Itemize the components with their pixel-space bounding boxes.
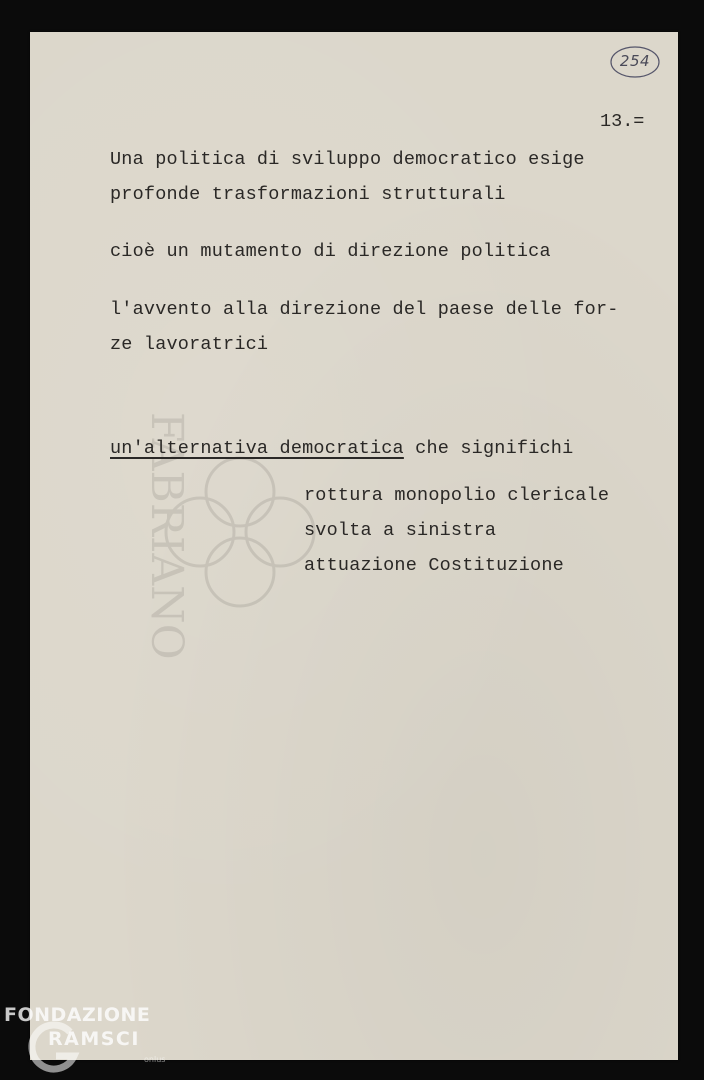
list-item: rottura monopolio clericale — [304, 485, 610, 506]
logo-line1: FONDAZIONE — [4, 1004, 151, 1026]
underlined-phrase: un'alternativa democratica — [110, 438, 404, 459]
text-line: ze lavoratrici — [110, 334, 269, 355]
fondazione-gramsci-logo — [4, 1004, 204, 1076]
list-item: attuazione Costituzione — [304, 555, 564, 576]
page-number: 13.= — [600, 111, 645, 132]
document-page — [30, 32, 678, 1060]
alternative-line — [110, 438, 573, 460]
archive-number-stamp — [608, 44, 662, 80]
logo-line3: onlus — [144, 1055, 166, 1064]
list-item: svolta a sinistra — [304, 520, 497, 541]
text-line: l'avvento alla direzione del paese delle for- — [110, 299, 619, 320]
logo-line2: RAMSCI — [48, 1028, 140, 1050]
text-line: cioè un mutamento di direzione politica — [110, 241, 551, 262]
text-line: profonde trasformazioni strutturali — [110, 184, 506, 205]
archive-number: 254 — [619, 52, 651, 70]
watermark-text: FABRIANO — [141, 412, 192, 660]
alternative-rest: che significhi — [403, 438, 574, 459]
text-line: Una politica di sviluppo democratico esige — [110, 149, 585, 170]
